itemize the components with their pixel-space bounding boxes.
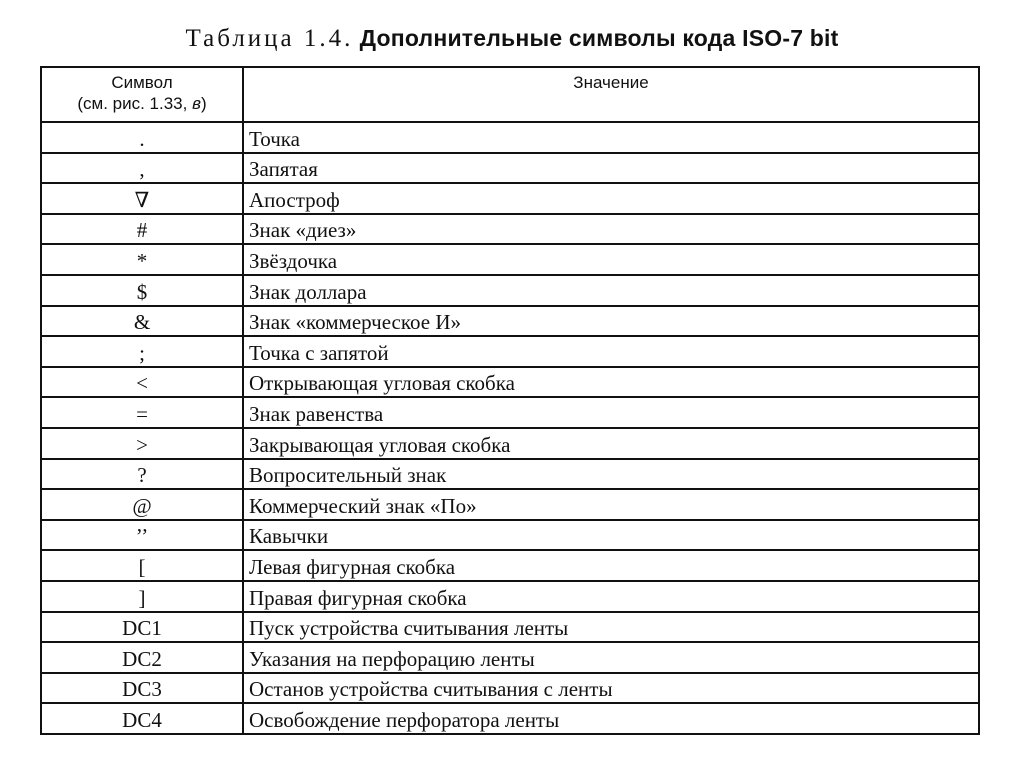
table-row (41, 581, 979, 612)
meaning-cell: Правая фигурная скобка (243, 581, 979, 612)
table-row (41, 336, 979, 367)
table-row (41, 642, 979, 673)
table-row (41, 489, 979, 520)
meaning-cell: Звёздочка (243, 244, 979, 275)
meaning-cell: Точка с запятой (243, 336, 979, 367)
symbol-cell: ] (41, 581, 243, 612)
symbol-cell: ; (41, 336, 243, 367)
symbol-header-suffix: ) (200, 94, 207, 113)
table-row (41, 367, 979, 398)
meaning-cell: Точка (243, 122, 979, 153)
symbol-cell: > (41, 428, 243, 459)
symbol-header-prefix: (см. рис. 1.33, (77, 94, 193, 113)
symbol-cell: * (41, 244, 243, 275)
symbol-cell: ? (41, 459, 243, 490)
symbol-cell: ’’ (41, 520, 243, 551)
meaning-cell: Коммерческий знак «По» (243, 489, 979, 520)
table-row (41, 275, 979, 306)
table-title: Дополнительные символы кода ISO-7 bit (359, 25, 839, 51)
meaning-cell: Освобождение перфоратора ленты (243, 703, 979, 734)
meaning-column-header: Значение (243, 67, 979, 122)
meaning-cell: Кавычки (243, 520, 979, 551)
symbol-header-italic: в (192, 94, 201, 113)
meaning-cell: Апостроф (243, 183, 979, 214)
meaning-cell: Указания на перфорацию ленты (243, 642, 979, 673)
meaning-cell: Вопросительный знак (243, 459, 979, 490)
symbol-cell: [ (41, 550, 243, 581)
table-row (41, 612, 979, 643)
meaning-cell: Останов устройства считывания с ленты (243, 673, 979, 704)
meaning-cell: Знак доллара (243, 275, 979, 306)
meaning-cell: Пуск устройства считывания ленты (243, 612, 979, 643)
symbol-header-line1: Символ (111, 73, 173, 92)
symbol-cell: # (41, 214, 243, 245)
table-row (41, 153, 979, 184)
meaning-cell: Левая фигурная скобка (243, 550, 979, 581)
symbol-cell: DC2 (41, 642, 243, 673)
symbol-cell: < (41, 367, 243, 398)
symbol-cell: DC1 (41, 612, 243, 643)
meaning-cell: Знак «диез» (243, 214, 979, 245)
symbol-cell: & (41, 306, 243, 337)
meaning-cell: Запятая (243, 153, 979, 184)
symbol-cell: DC4 (41, 703, 243, 734)
symbol-cell: @ (41, 489, 243, 520)
table-row (41, 244, 979, 275)
table-row (41, 673, 979, 704)
table-row (41, 214, 979, 245)
meaning-cell: Знак равенства (243, 397, 979, 428)
table-row (41, 397, 979, 428)
table-caption (0, 22, 1024, 55)
symbol-cell: ∇ (41, 183, 243, 214)
symbol-column-header (41, 67, 243, 122)
meaning-cell: Закрывающая угловая скобка (243, 428, 979, 459)
symbol-cell: DC3 (41, 673, 243, 704)
table-row (41, 703, 979, 734)
symbol-cell: , (41, 153, 243, 184)
table-row (41, 122, 979, 153)
table-row (41, 520, 979, 551)
table-row (41, 428, 979, 459)
table-row (41, 183, 979, 214)
table-header-row (41, 67, 979, 122)
symbol-cell: . (41, 122, 243, 153)
table-row (41, 306, 979, 337)
table-row (41, 550, 979, 581)
table-number: Таблица 1.4. (185, 25, 354, 52)
symbol-header-line2 (42, 93, 242, 114)
symbol-cell: $ (41, 275, 243, 306)
meaning-cell: Знак «коммерческое И» (243, 306, 979, 337)
table-row (41, 459, 979, 490)
iso7-symbols-table (40, 66, 980, 735)
symbol-cell: = (41, 397, 243, 428)
meaning-cell: Открывающая угловая скобка (243, 367, 979, 398)
